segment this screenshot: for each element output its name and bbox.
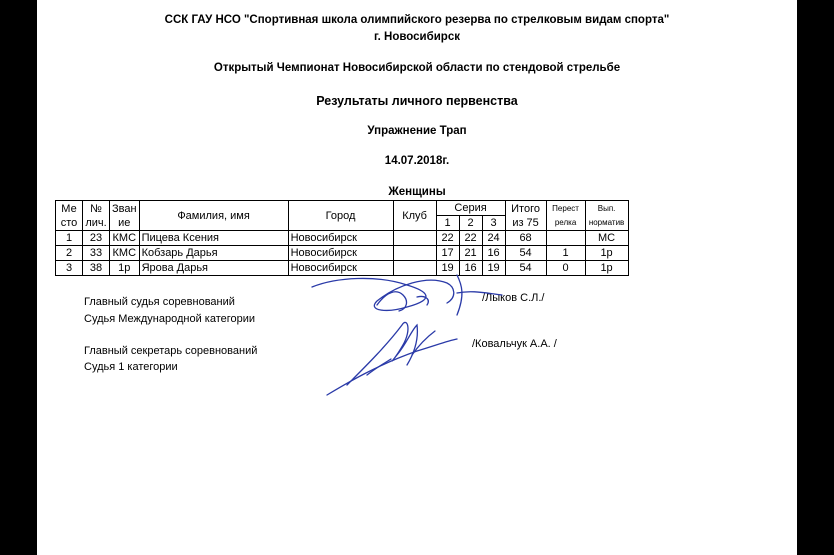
col-rank: Зван ие <box>110 201 140 231</box>
event-date: 14.07.2018г. <box>384 155 450 167</box>
cell-norm: 1р <box>585 261 628 276</box>
col-norm: Вып. норматив <box>585 201 628 231</box>
event-name: Открытый Чемпионат Новосибирской области по стендовой стрельбе <box>213 62 621 74</box>
cell-shootoff: 1 <box>546 246 585 261</box>
results-title: Результаты личного первенства <box>316 94 518 108</box>
col-series-1: 1 <box>436 216 459 231</box>
cell-city: Новосибирск <box>288 246 393 261</box>
cell-shootoff <box>546 231 585 246</box>
cell-number: 38 <box>83 261 110 276</box>
cell-name: Пицева Ксения <box>139 231 288 246</box>
col-city: Город <box>288 201 393 231</box>
cell-series-1: 19 <box>436 261 459 276</box>
col-series-2: 2 <box>459 216 482 231</box>
cell-total: 68 <box>505 231 546 246</box>
secretary-name: /Ковальчук А.А. / <box>472 338 557 350</box>
cell-number: 23 <box>83 231 110 246</box>
cell-series-2: 21 <box>459 246 482 261</box>
cell-series-3: 24 <box>482 231 505 246</box>
cell-series-3: 19 <box>482 261 505 276</box>
col-club: Клуб <box>393 201 436 231</box>
cell-rank: КМС <box>110 231 140 246</box>
cell-place: 2 <box>56 246 83 261</box>
cell-series-3: 16 <box>482 246 505 261</box>
cell-series-2: 16 <box>459 261 482 276</box>
cell-series-1: 17 <box>436 246 459 261</box>
cell-name: Ярова Дарья <box>139 261 288 276</box>
cell-place: 3 <box>56 261 83 276</box>
cell-series-2: 22 <box>459 231 482 246</box>
cell-city: Новосибирск <box>288 231 393 246</box>
col-place: Ме сто <box>56 201 83 231</box>
col-number: № лич. <box>83 201 110 231</box>
col-total: Итого из 75 <box>505 201 546 231</box>
cell-number: 33 <box>83 246 110 261</box>
cell-name: Кобзарь Дарья <box>139 246 288 261</box>
secretary-category: Судья 1 категории <box>84 361 178 373</box>
category-label: Женщины <box>388 186 446 198</box>
exercise-name: Упражнение Трап <box>367 125 467 137</box>
col-series: Серия <box>436 201 505 216</box>
cell-total: 54 <box>505 261 546 276</box>
judge-category: Судья Международной категории <box>84 313 256 325</box>
cell-norm: 1р <box>585 246 628 261</box>
org-name: ССК ГАУ НСО "Спортивная школа олимпийского резерва по стрелковым видам спорта" <box>164 14 670 26</box>
cell-series-1: 22 <box>436 231 459 246</box>
col-series-3: 3 <box>482 216 505 231</box>
cell-club <box>393 231 436 246</box>
handwritten-signature-icon <box>307 255 507 405</box>
col-shootoff: Перест релка <box>546 201 585 231</box>
cell-place: 1 <box>56 231 83 246</box>
cell-city: Новосибирск <box>288 261 393 276</box>
secretary-title: Главный секретарь соревнований <box>84 345 258 357</box>
cell-norm: МС <box>585 231 628 246</box>
judge-title: Главный судья соревнований <box>84 296 235 308</box>
col-name: Фамилия, имя <box>139 201 288 231</box>
city-line: г. Новосибирск <box>374 31 460 43</box>
cell-total: 54 <box>505 246 546 261</box>
judge-name: /Лыков С.Л./ <box>482 292 545 304</box>
table-row <box>56 231 629 246</box>
document-page <box>37 0 797 555</box>
cell-rank: КМС <box>110 246 140 261</box>
cell-rank: 1р <box>110 261 140 276</box>
cell-shootoff: 0 <box>546 261 585 276</box>
